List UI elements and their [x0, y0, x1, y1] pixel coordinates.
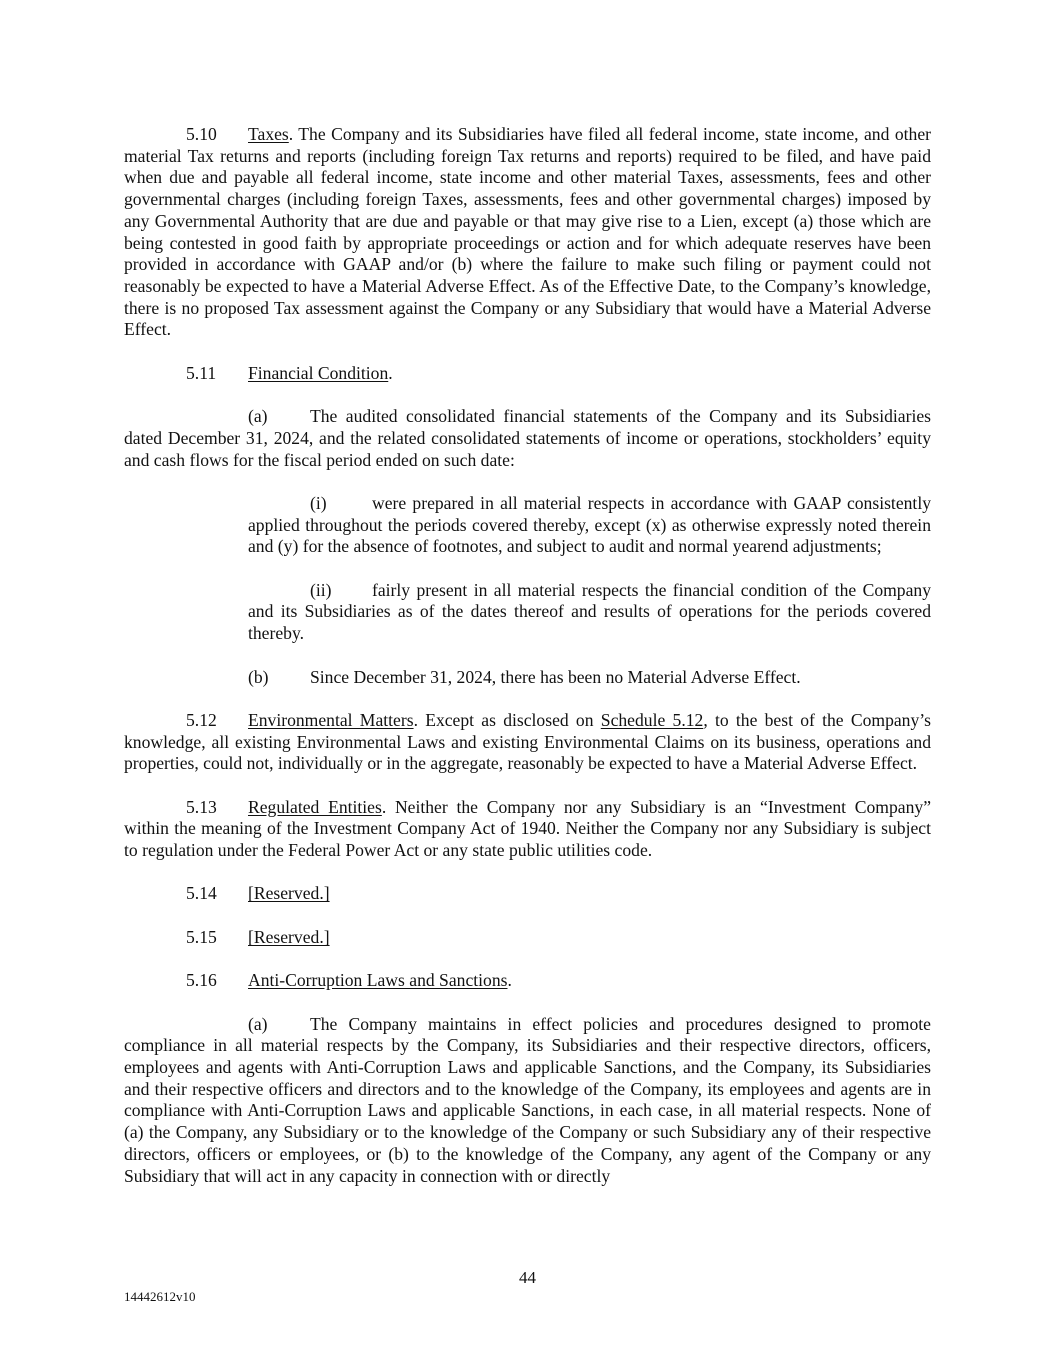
schedule-reference: Schedule 5.12	[600, 709, 704, 730]
section-title: [Reserved.]	[248, 883, 330, 904]
section-number: 5.13	[186, 796, 217, 817]
section-text: , to the best of the Company’s knowledge, all existing Environmental Laws and existing Environmental Claims on its business, operations and properties, could not, individually or in the aggregate, reasonably be expected to have a Material Adverse Effect.	[124, 709, 932, 774]
section-5-13	[124, 797, 931, 862]
clause-text: were prepared in all material respects in accordance with GAAP consistently applied throughout the periods covered thereby, except (x) as otherwise expressly noted therein and (y) for the absence of footnotes, and subject to audit and normal yearend adjustments;	[248, 492, 931, 557]
section-text: . Neither the Company nor any Subsidiary is an “Investment Company” within the meaning of the Investment Company Act of 1940. Neither the Company nor any Subsidiary is subject to regulation under the Federal Power Act or any state public utilities code.	[124, 796, 931, 861]
clause-text: fairly present in all material respects the financial condition of the Company and its Subsidiaries as of the dates thereof and results of operations for the periods covered thereby.	[248, 579, 931, 644]
section-number: 5.15	[186, 926, 217, 947]
section-title: [Reserved.]	[248, 926, 330, 947]
section-suffix: .	[507, 970, 512, 991]
section-text: . Except as disclosed on	[413, 709, 601, 730]
page-number: 44	[519, 1268, 536, 1287]
section-number: 5.16	[186, 970, 217, 991]
clause-label: (a)	[248, 406, 268, 427]
section-title: Environmental Matters	[248, 709, 414, 730]
document-page	[124, 124, 931, 1187]
section-number: 5.11	[186, 362, 217, 383]
section-5-14	[124, 883, 931, 905]
section-5-15	[124, 927, 931, 949]
section-number: 5.12	[186, 709, 217, 730]
section-title: Regulated Entities	[248, 796, 382, 817]
clause-text: The Company maintains in effect policies and procedures designed to promote compliance in all material respects by the Company, its Subsidiaries and their respective directors, officers, employees and agents with Anti-Corruption Laws and applicable Sanctions, and the Company, its Subsidiaries and their respective officers and directors and to the knowledge of the Company, its employees and agents are in compliance with Anti-Corruption Laws and applicable Sanctions, in each case, in all material respects. None of (a) the Company, any Subsidiary or to the knowledge of the Company or such Subsidiary any of their respective directors, officers or employees, or (b) to the knowledge of the Company, any agent of the Company or any Subsidiary that will act in any capacity in connection with or directly	[124, 1013, 931, 1186]
clause-label: (ii)	[310, 579, 332, 600]
section-suffix: .	[388, 362, 393, 383]
clause-text: The audited consolidated financial statements of the Company and its Subsidiaries dated December 31, 2024, and the related consolidated statements of income or operations, stockholders’ equity and cash flows for the fiscal period ended on such date:	[124, 406, 931, 470]
clause-5-16-a	[124, 1014, 931, 1188]
clause-label: (b)	[248, 666, 269, 687]
clause-5-11-a	[124, 406, 931, 471]
section-title: Taxes	[248, 124, 289, 144]
section-5-10	[124, 124, 931, 341]
section-text: . The Company and its Subsidiaries have filed all federal income, state income, and other material Tax returns and reports (including foreign Tax returns and reports) required to be filed, and have paid when due and payable all federal income, state income and other material Taxes, assessments, fees and other governmental charges (including foreign Taxes, assessments, fees and other governmental charges) imposed by any Governmental Authority that are due and payable or that may give rise to a Lien, except (a) those which are being contested in good faith by appropriate proceedings or action and for which adequate reserves have been provided in accordance with GAAP and/or (b) where the failure to make such filing or payment could not reasonably be expected to have a Material Adverse Effect. As of the Effective Date, to the Company’s knowledge, there is no proposed Tax assessment against the Company or any Subsidiary that would have a Material Adverse Effect.	[124, 124, 931, 340]
document-id: 14442612v10	[124, 1289, 196, 1304]
clause-5-11-a-i	[248, 493, 931, 558]
section-5-11	[124, 363, 931, 385]
clause-label: (a)	[248, 1013, 268, 1034]
clause-label: (i)	[310, 492, 327, 513]
section-5-16	[124, 970, 931, 992]
clause-text: Since December 31, 2024, there has been no Material Adverse Effect.	[310, 666, 801, 687]
section-title: Financial Condition	[248, 362, 389, 383]
clause-5-11-a-ii	[248, 580, 931, 645]
section-title: Anti-Corruption Laws and Sanctions	[248, 970, 508, 991]
section-number: 5.14	[186, 883, 217, 904]
section-number: 5.10	[186, 124, 217, 144]
section-5-12	[124, 710, 931, 775]
clause-5-11-b	[124, 667, 931, 689]
